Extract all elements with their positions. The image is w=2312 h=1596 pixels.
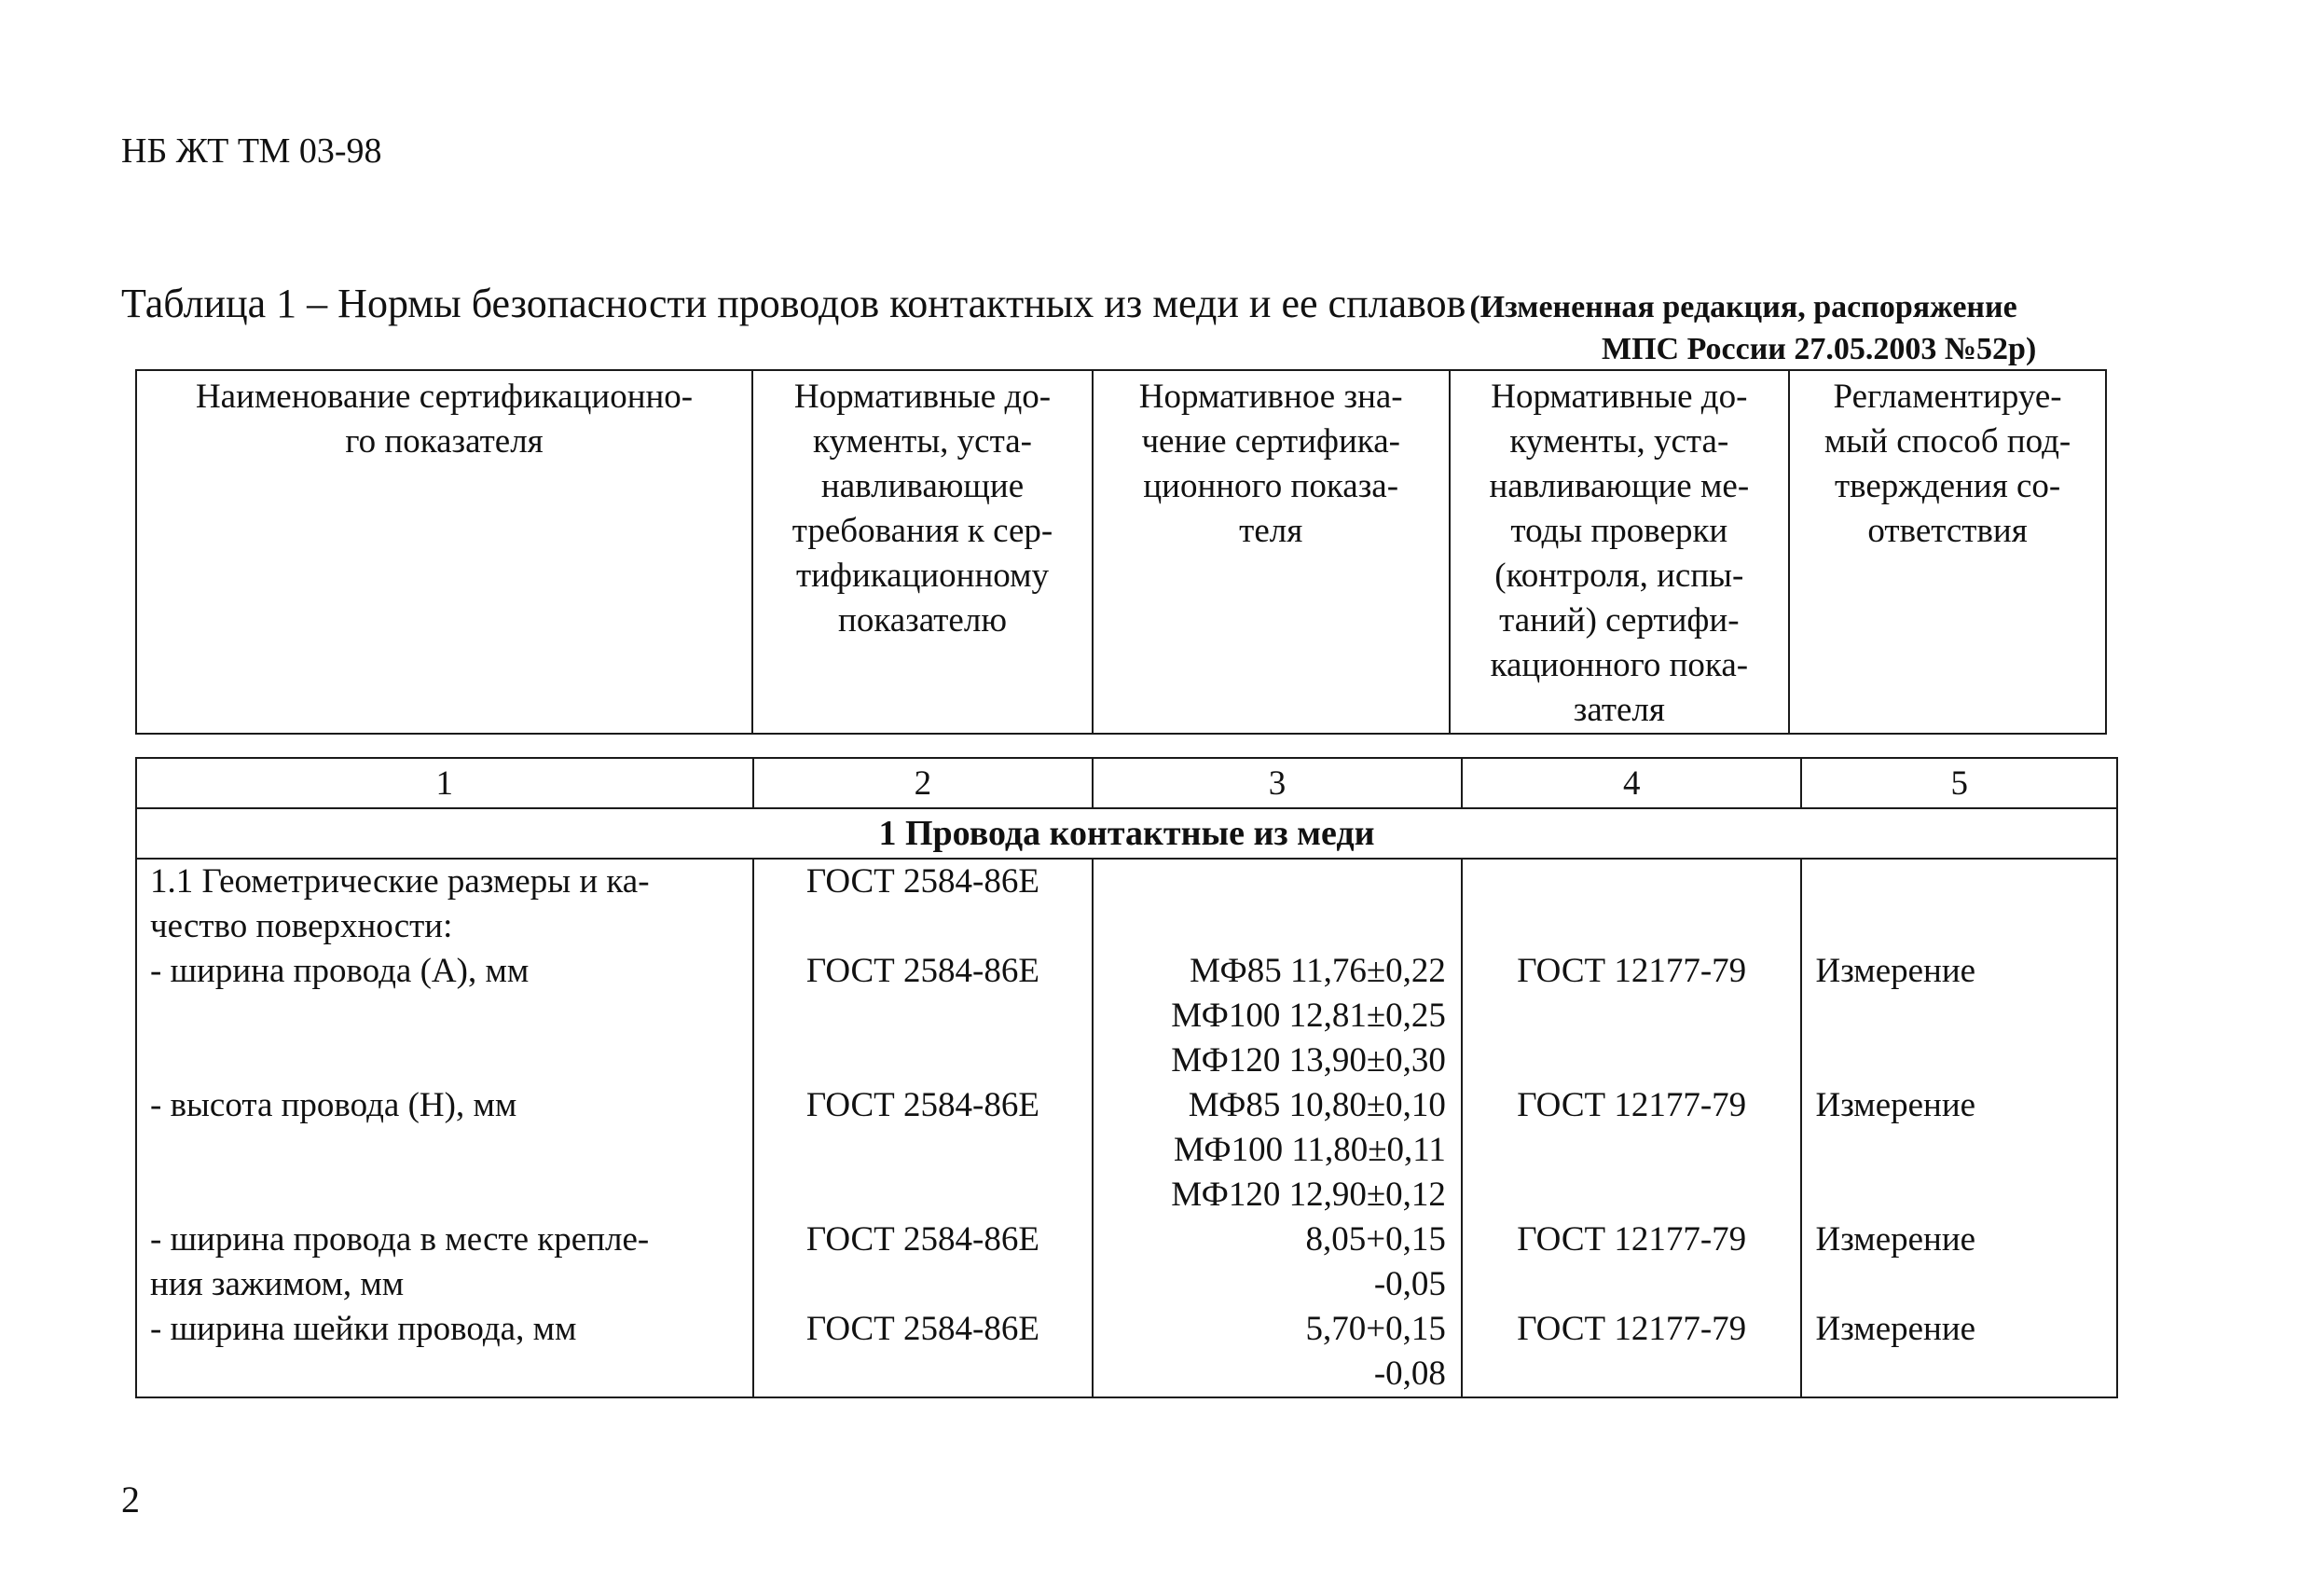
cell-line: 5,70+0,15 [1305, 1310, 1446, 1348]
cell-line: 8,05+0,15 [1305, 1220, 1446, 1259]
cell-line [754, 994, 1093, 1039]
cell-line [137, 994, 752, 1039]
cell-line [1802, 1128, 2116, 1173]
cell-line [754, 1262, 1093, 1307]
cell-line: - ширина шейки провода, мм [150, 1310, 577, 1348]
section-row [136, 808, 2117, 859]
caption-note-line2: МПС России 27.05.2003 №52р) [1602, 332, 2037, 366]
cell-line [137, 1173, 752, 1218]
cell-line: навливающие [820, 467, 1025, 505]
column-number: 2 [753, 758, 1094, 808]
standard-cell [753, 859, 1094, 1397]
cell-line [1094, 904, 1461, 949]
column-number: 1 [136, 758, 753, 808]
column-number: 4 [1462, 758, 1802, 808]
cell-line [1094, 860, 1461, 904]
cell-line: теля [1239, 512, 1303, 550]
cell-line [1802, 994, 2116, 1039]
cell-line [1463, 1039, 1801, 1083]
header-normative-value [1093, 370, 1450, 734]
method-cell [1462, 859, 1802, 1397]
cell-line: Нормативные до- [793, 378, 1052, 416]
cell-line: -0,08 [1373, 1355, 1446, 1393]
table-row [136, 859, 2117, 1397]
cell-line: ционного показа- [1143, 467, 1399, 505]
cell-line: тоды проверки [1510, 512, 1728, 550]
cell-line: ГОСТ 2584-86Е [805, 862, 1039, 901]
cell-line: ГОСТ 2584-86Е [805, 1220, 1039, 1259]
cell-line [137, 1039, 752, 1083]
table-caption [121, 280, 2209, 366]
cell-line: таний) сертифи- [1499, 601, 1740, 640]
cell-line: - ширина провода в месте крепле- [150, 1220, 650, 1259]
cell-line: Измерение [1815, 1310, 1976, 1348]
cell-line: МФ100 12,81±0,25 [1171, 997, 1446, 1035]
cell-line [1802, 1173, 2116, 1218]
cell-line: -0,05 [1373, 1265, 1446, 1303]
cell-line: Измерение [1815, 952, 1976, 990]
cell-line: МФ100 11,80±0,11 [1173, 1131, 1446, 1169]
cell-line [754, 1039, 1093, 1083]
cell-line [137, 1128, 752, 1173]
cell-line: - высота провода (Н), мм [150, 1086, 517, 1124]
cell-line: тификационному [796, 557, 1049, 595]
cell-line: ГОСТ 12177-79 [1517, 1220, 1747, 1259]
cell-line: зателя [1573, 691, 1665, 729]
cell-line: кументы, уста- [813, 422, 1032, 461]
header-param-name [136, 370, 752, 734]
cell-line: го показателя [345, 422, 544, 461]
cell-line: 1.1 Геометрические размеры и ка- [150, 862, 650, 901]
cell-line: Регламентируе- [1833, 378, 2062, 416]
confirmation-cell [1801, 859, 2117, 1397]
cell-line: Наименование сертификационно- [195, 378, 694, 416]
caption-note: (Измененная редакция, распоряжение [1469, 290, 2017, 324]
cell-line: МФ85 11,76±0,22 [1190, 952, 1446, 990]
cell-line: кационного пока- [1490, 646, 1749, 684]
cell-line: МФ120 13,90±0,30 [1171, 1041, 1446, 1080]
cell-line: - ширина провода (А), мм [150, 952, 530, 990]
cell-line: показателю [838, 601, 1007, 640]
header-test-methods [1450, 370, 1790, 734]
page-number: 2 [121, 1479, 140, 1520]
cell-line: ГОСТ 12177-79 [1517, 1310, 1747, 1348]
cell-line [1802, 860, 2116, 904]
cell-line: Измерение [1815, 1086, 1976, 1124]
cell-line [1802, 1262, 2116, 1307]
cell-line: кументы, уста- [1509, 422, 1729, 461]
value-cell [1093, 859, 1462, 1397]
cell-line [1463, 1128, 1801, 1173]
header-normative-docs [752, 370, 1093, 734]
column-number: 5 [1801, 758, 2117, 808]
body-table [135, 757, 2118, 1398]
cell-line: Измерение [1815, 1220, 1976, 1259]
cell-line [1463, 1262, 1801, 1307]
cell-line: чество поверхности: [150, 907, 453, 945]
cell-line: чение сертифика- [1141, 422, 1400, 461]
cell-line: навливающие ме- [1489, 467, 1750, 505]
cell-line: ГОСТ 2584-86Е [805, 1310, 1039, 1348]
cell-line [754, 1173, 1093, 1218]
cell-line: Нормативные до- [1491, 378, 1748, 416]
cell-line [1463, 860, 1801, 904]
caption-main: Таблица 1 – Нормы безопасности проводов контактных из меди и ее сплавов [121, 281, 1466, 326]
cell-line [754, 904, 1093, 949]
cell-line [754, 1128, 1093, 1173]
header-table [135, 369, 2107, 735]
section-title: 1 Провода контактные из меди [136, 808, 2117, 859]
cell-line: ГОСТ 2584-86Е [805, 1086, 1039, 1124]
param-cell [136, 859, 753, 1397]
cell-line [1463, 1173, 1801, 1218]
cell-line [1463, 904, 1801, 949]
cell-line: тверждения со- [1834, 467, 2061, 505]
column-number: 3 [1093, 758, 1462, 808]
cell-line: ответствия [1867, 512, 2028, 550]
cell-line: ГОСТ 12177-79 [1517, 1086, 1747, 1124]
cell-line: мый способ под- [1823, 422, 2071, 461]
cell-line: МФ85 10,80±0,10 [1188, 1086, 1446, 1124]
column-number-row [136, 758, 2117, 808]
cell-line [1802, 1039, 2116, 1083]
cell-line: (контроля, испы- [1494, 557, 1744, 595]
cell-line: Нормативное зна- [1138, 378, 1403, 416]
cell-line [1802, 904, 2116, 949]
cell-line [1463, 994, 1801, 1039]
cell-line: ГОСТ 2584-86Е [805, 952, 1039, 990]
document-code: НБ ЖТ ТМ 03-98 [121, 131, 382, 171]
cell-line: ГОСТ 12177-79 [1517, 952, 1747, 990]
cell-line: ния зажимом, мм [150, 1265, 405, 1303]
cell-line: требования к сер- [791, 512, 1053, 550]
header-confirmation-method [1789, 370, 2106, 734]
cell-line: МФ120 12,90±0,12 [1171, 1176, 1446, 1214]
